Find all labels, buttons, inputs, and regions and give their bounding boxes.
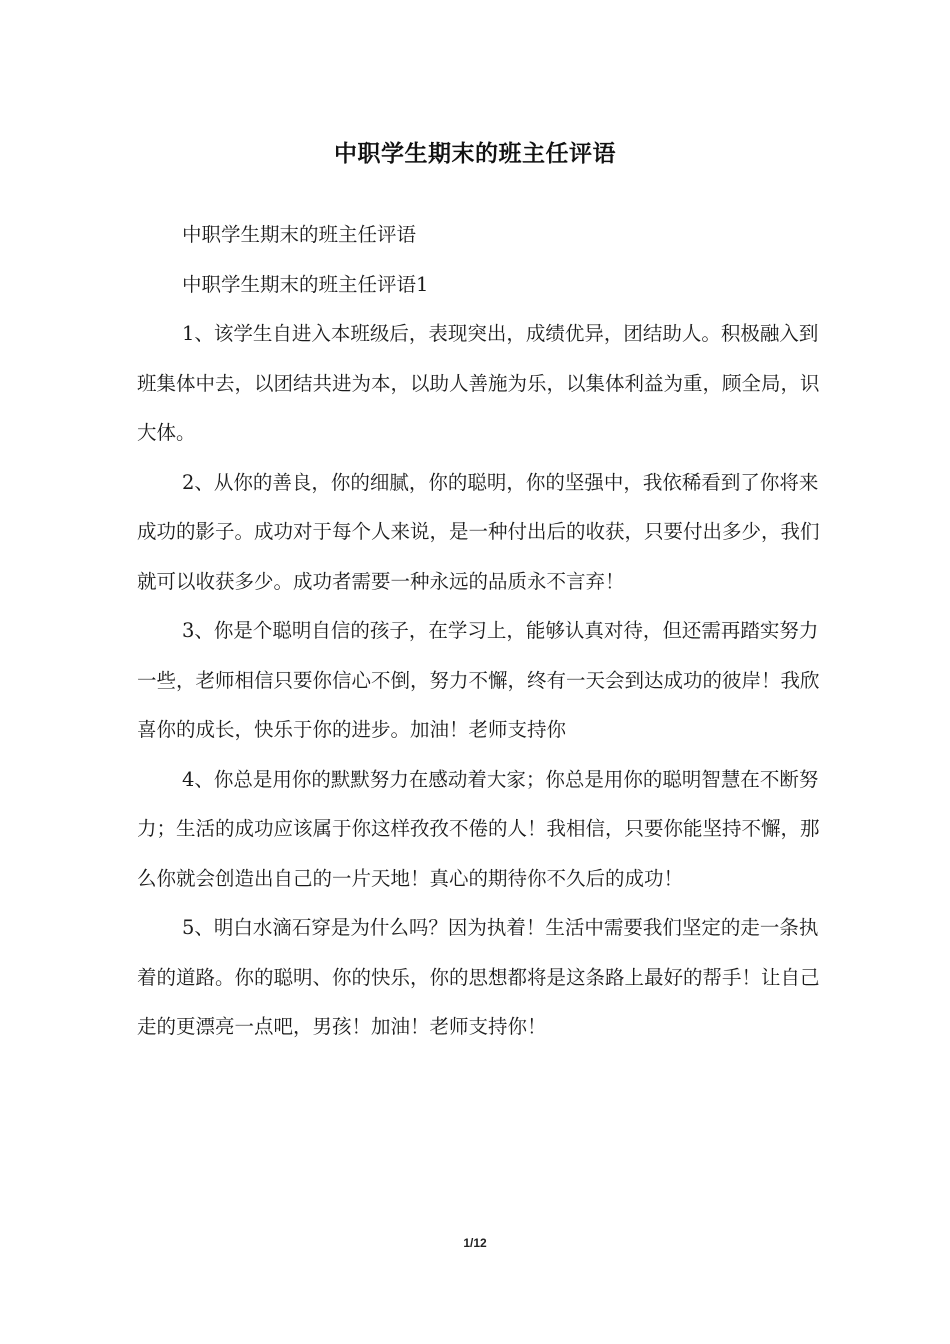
paragraph-comment-5: 5、明白水滴石穿是为什么吗？因为执着！生活中需要我们坚定的走一条执着的道路。你的聪明、你的快乐，你的思想都将是这条路上最好的帮手！让自己走的更漂亮一点吧，男孩！加油！老师支持你！ xyxy=(137,916,820,1038)
paragraph-subtitle: 中职学生期末的班主任评语 xyxy=(182,223,417,246)
page-number: 1/12 xyxy=(463,1236,487,1250)
paragraph-comment-2: 2、从你的善良，你的细腻，你的聪明，你的坚强中，我依稀看到了你将来成功的影子。成功对于每个人来说，是一种付出后的收获，只要付出多少，我们就可以收获多少。成功者需要一种永远的品质永不言弃！ xyxy=(137,470,820,593)
paragraph-comment-1: 1、该学生自进入本班级后，表现突出，成绩优异，团结助人。积极融入到班集体中去，以团结共进为本，以助人善施为乐，以集体利益为重，顾全局，识大体。 xyxy=(137,322,820,444)
paragraph-section-heading: 中职学生期末的班主任评语1 xyxy=(182,272,429,296)
document-body xyxy=(137,210,823,1052)
paragraph-comment-4: 4、你总是用你的默默努力在感动着大家；你总是用你的聪明智慧在不断努力；生活的成功应该属于你这样孜孜不倦的人！我相信，只要你能坚持不懈，那么你就会创造出自己的一片天地！真心的期待你不久后的成功！ xyxy=(137,767,820,890)
document-title: 中职学生期末的班主任评语 xyxy=(334,140,616,167)
paragraph-comment-3: 3、你是个聪明自信的孩子，在学习上，能够认真对待，但还需再踏实努力一些，老师相信只要你信心不倒，努力不懈，终有一天会到达成功的彼岸！我欣喜你的成长，快乐于你的进步。加油！老师支持你 xyxy=(137,619,820,741)
